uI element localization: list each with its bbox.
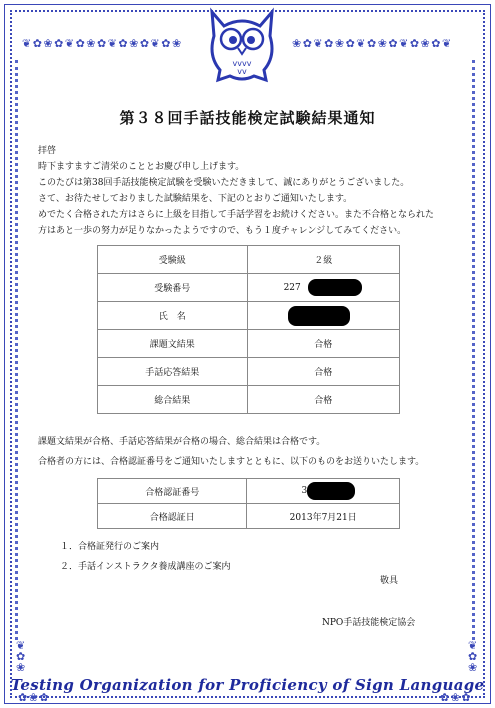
bottom-right-corner-ornament: ❦ ✿ ❀ bbox=[468, 639, 477, 674]
table-row bbox=[98, 302, 400, 330]
bottom-left-corner-ornament: ❦ ✿ ❀ bbox=[16, 639, 25, 674]
list-item: １．合格証発行のご案内 bbox=[60, 542, 160, 552]
paragraph-4: めでたく合格された方はさらに上級を目指して手話学習をお続けください。また不合格となられた bbox=[38, 210, 435, 220]
result-note: 課題文結果が合格、手話応答結果が合格の場合、総合結果は合格です。 bbox=[38, 437, 326, 447]
certificate-date: 2013年7月21日 bbox=[247, 504, 400, 529]
top-right-ornament: ❀ ✿ ❦ ✿ ❀ ✿ ❦ ✿ ❀ ✿ ❦ ✿ ❀ ✿ ❦ bbox=[292, 37, 451, 50]
table-row bbox=[98, 274, 400, 302]
closing-remark: 敬具 bbox=[380, 576, 399, 586]
redaction-block bbox=[308, 279, 362, 296]
enclosure-list bbox=[60, 537, 231, 577]
row-label: 受験番号 bbox=[98, 274, 248, 302]
table-row bbox=[98, 246, 400, 274]
results-table bbox=[97, 245, 400, 414]
redaction-block bbox=[307, 482, 355, 500]
redaction-block bbox=[288, 306, 350, 326]
row-label: 受験級 bbox=[98, 246, 248, 274]
exam-number-cell bbox=[247, 274, 399, 302]
row-value: 合格 bbox=[247, 358, 399, 386]
letter-body bbox=[38, 143, 468, 239]
name-cell bbox=[247, 302, 399, 330]
bottom-left-ornament: ✿ ❀ ✿ bbox=[18, 691, 48, 704]
svg-text:vvvv: vvvv bbox=[232, 59, 252, 68]
row-label: 合格認証日 bbox=[98, 504, 247, 529]
certificate-number-cell bbox=[247, 479, 400, 504]
row-label: 手話応答結果 bbox=[98, 358, 248, 386]
row-value: 合格 bbox=[247, 330, 399, 358]
pass-note: 合格者の方には、合格認証番号をご通知いたしますとともに、以下のものをお送りいたします。 bbox=[38, 457, 425, 467]
table-row bbox=[98, 479, 400, 504]
certificate-number-value: 3 bbox=[301, 486, 308, 496]
footer-title: Testing Organization for Proficiency of Sign Language bbox=[10, 676, 485, 694]
row-label: 課題文結果 bbox=[98, 330, 248, 358]
list-item: ２．手話インストラクタ養成講座のご案内 bbox=[60, 562, 231, 572]
bottom-right-ornament: ✿ ❀ ✿ bbox=[440, 691, 470, 704]
right-side-ornament bbox=[472, 60, 485, 640]
paragraph-5: 方はあと一歩の努力が足りなかったようですので、もう１度チャレンジしてみてください。 bbox=[38, 226, 407, 236]
top-left-ornament: ❦ ✿ ❀ ✿ ❦ ✿ ❀ ✿ ❦ ✿ ❀ ✿ ❦ ✿ ❀ bbox=[22, 37, 181, 50]
table-row bbox=[98, 330, 400, 358]
certificate-table bbox=[97, 478, 400, 529]
owl-logo-icon bbox=[204, 6, 280, 84]
row-label: 氏 名 bbox=[98, 302, 248, 330]
svg-text:vv: vv bbox=[237, 67, 247, 76]
paragraph-1: 時下ますますご清栄のこととお慶び申し上げます。 bbox=[38, 162, 245, 172]
row-value: 合格 bbox=[247, 386, 399, 414]
organization-name: NPO手話技能検定協会 bbox=[322, 618, 416, 628]
left-side-ornament bbox=[15, 60, 28, 640]
table-row bbox=[98, 386, 400, 414]
document-title: 第３８回手話技能検定試験結果通知 bbox=[119, 109, 376, 127]
greeting: 拝啓 bbox=[38, 146, 57, 156]
row-label: 総合結果 bbox=[98, 386, 248, 414]
row-value: ２級 bbox=[247, 246, 399, 274]
table-row bbox=[98, 504, 400, 529]
exam-number-value: 227 bbox=[283, 283, 301, 293]
paragraph-2: このたびは第38回手話技能検定試験を受験いただきまして、誠にありがとうございました。 bbox=[38, 178, 410, 188]
row-label: 合格認証番号 bbox=[98, 479, 247, 504]
paragraph-3: さて、お待たせしておりました試験結果を、下記のとおりご通知いたします。 bbox=[38, 194, 353, 204]
table-row bbox=[98, 358, 400, 386]
